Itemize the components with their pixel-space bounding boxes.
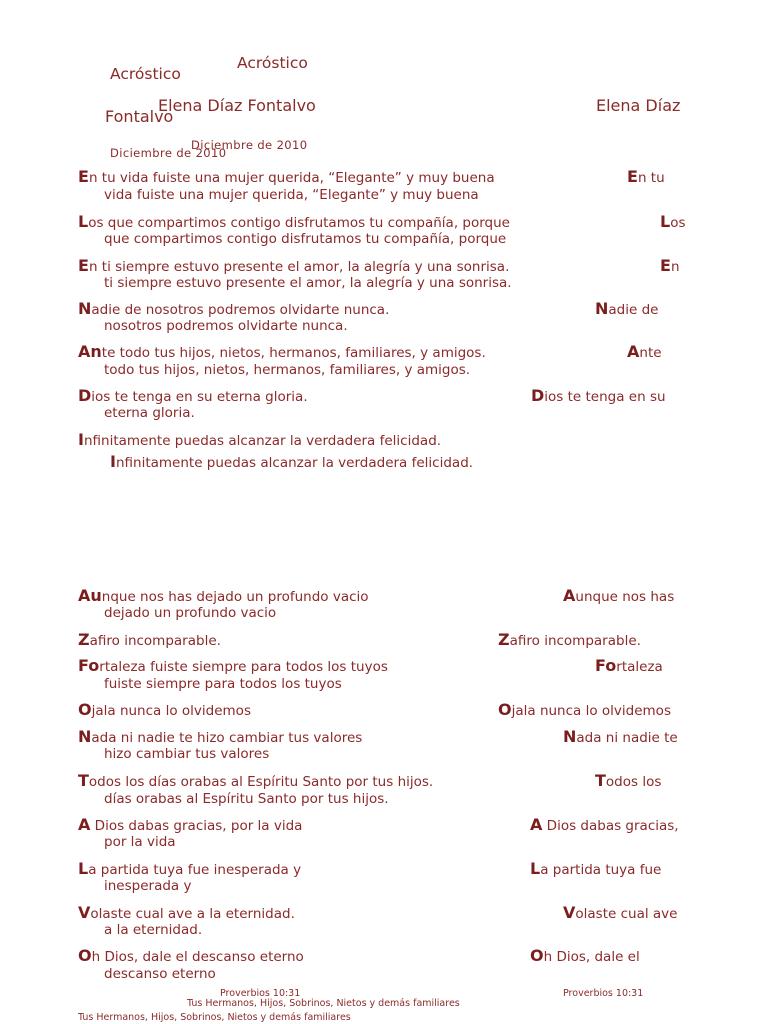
date: Diciembre de 2010: [191, 138, 308, 152]
footer-family-duplicate: Tus Hermanos, Hijos, Sobrinos, Nietos y demás familiares: [78, 1012, 351, 1023]
acrostic-line-wrap: que compartimos contigo disfrutamos tu compañía, porque: [104, 231, 507, 247]
acrostic-line-wrap: hizo cambiar tus valores: [104, 746, 270, 762]
footer-verse: Proverbios 10:31: [220, 988, 301, 999]
acrostic-line: Ojala nunca lo olvidemos: [78, 700, 251, 719]
acrostic-line-duplicate: Ante: [627, 342, 662, 361]
acrostic-line-wrap: inesperada y: [104, 878, 192, 894]
acrostic-line-wrap: ti siempre estuvo presente el amor, la alegría y una sonrisa.: [104, 275, 512, 291]
acrostic-line-wrap: todo tus hijos, nietos, hermanos, familiares, y amigos.: [104, 362, 471, 378]
acrostic-line: La partida tuya fue inesperada y: [78, 859, 302, 878]
acrostic-line-wrap: días orabas al Espíritu Santo por tus hijos.: [104, 791, 389, 807]
title: Acróstico: [237, 54, 308, 72]
acrostic-line: En ti siempre estuvo presente el amor, la alegría y una sonrisa.: [78, 256, 510, 275]
footer-family: Tus Hermanos, Hijos, Sobrinos, Nietos y demás familiares: [187, 998, 460, 1009]
acrostic-line-duplicate: A Dios dabas gracias,: [530, 815, 679, 834]
acrostic-line-wrap: nosotros podremos olvidarte nunca.: [104, 318, 348, 334]
acrostic-line-duplicate: Zafiro incomparable.: [498, 630, 641, 649]
acrostic-line-duplicate: Los: [660, 212, 686, 231]
acrostic-line: Los que compartimos contigo disfrutamos tu compañía, porque: [78, 212, 510, 231]
acrostic-line: En tu vida fuiste una mujer querida, “Elegante” y muy buena: [78, 167, 495, 186]
acrostic-line-wrap: fuiste siempre para todos los tuyos: [104, 676, 342, 692]
acrostic-line: Ante todo tus hijos, nietos, hermanos, familiares, y amigos.: [78, 342, 486, 361]
acrostic-line-wrap: descanso eterno: [104, 966, 216, 982]
acrostic-line: Infinitamente puedas alcanzar la verdadera felicidad.: [78, 430, 442, 449]
date-duplicate: Diciembre de 2010: [110, 146, 227, 160]
acrostic-line: Todos los días orabas al Espíritu Santo por tus hijos.: [78, 771, 434, 790]
acrostic-line: Nada ni nadie te hizo cambiar tus valores: [78, 727, 363, 746]
acrostic-line-duplicate: Nada ni nadie te: [563, 727, 678, 746]
acrostic-line: Fortaleza fuiste siempre para todos los tuyos: [78, 656, 388, 675]
acrostic-line: Nadie de nosotros podremos olvidarte nunca.: [78, 299, 390, 318]
acrostic-line-duplicate: Oh Dios, dale el: [530, 946, 640, 965]
acrostic-line: Aunque nos has dejado un profundo vacio: [78, 586, 369, 605]
acrostic-line-duplicate: Ojala nunca lo olvidemos: [498, 700, 671, 719]
footer-verse-duplicate: Proverbios 10:31: [563, 988, 644, 999]
author-last-name: Fontalvo: [105, 107, 174, 126]
acrostic-line-duplicate: Nadie de: [595, 299, 659, 318]
acrostic-line: A Dios dabas gracias, por la vida: [78, 815, 303, 834]
acrostic-line-duplicate: Todos los: [595, 771, 662, 790]
acrostic-line: Oh Dios, dale el descanso eterno: [78, 946, 304, 965]
acrostic-line-duplicate: Fortaleza: [595, 656, 663, 675]
acrostic-line: Dios te tenga en su eterna gloria.: [78, 386, 308, 405]
acrostic-line-duplicate: En tu: [627, 167, 665, 186]
acrostic-line-wrap: a la eternidad.: [104, 922, 203, 938]
acrostic-line: Zafiro incomparable.: [78, 630, 221, 649]
acrostic-line-duplicate: La partida tuya fue: [530, 859, 662, 878]
acrostic-line-wrap: eterna gloria.: [104, 405, 195, 421]
title-duplicate: Acróstico: [110, 65, 181, 83]
acrostic-line-duplicate: Dios te tenga en su: [531, 386, 666, 405]
acrostic-line-wrap: por la vida: [104, 834, 176, 850]
acrostic-line-duplicate: Infinitamente puedas alcanzar la verdadera felicidad.: [110, 452, 474, 471]
acrostic-line: Volaste cual ave a la eternidad.: [78, 903, 295, 922]
acrostic-line-wrap: dejado un profundo vacio: [104, 605, 277, 621]
acrostic-line-duplicate: Aunque nos has: [563, 586, 675, 605]
acrostic-line-duplicate: En: [660, 256, 680, 275]
acrostic-line-duplicate: Volaste cual ave: [563, 903, 678, 922]
author-first-name: Elena Díaz: [596, 96, 681, 115]
author-name: Elena Díaz Fontalvo: [158, 96, 316, 115]
acrostic-line-wrap: vida fuiste una mujer querida, “Elegante” y muy buena: [104, 187, 479, 203]
